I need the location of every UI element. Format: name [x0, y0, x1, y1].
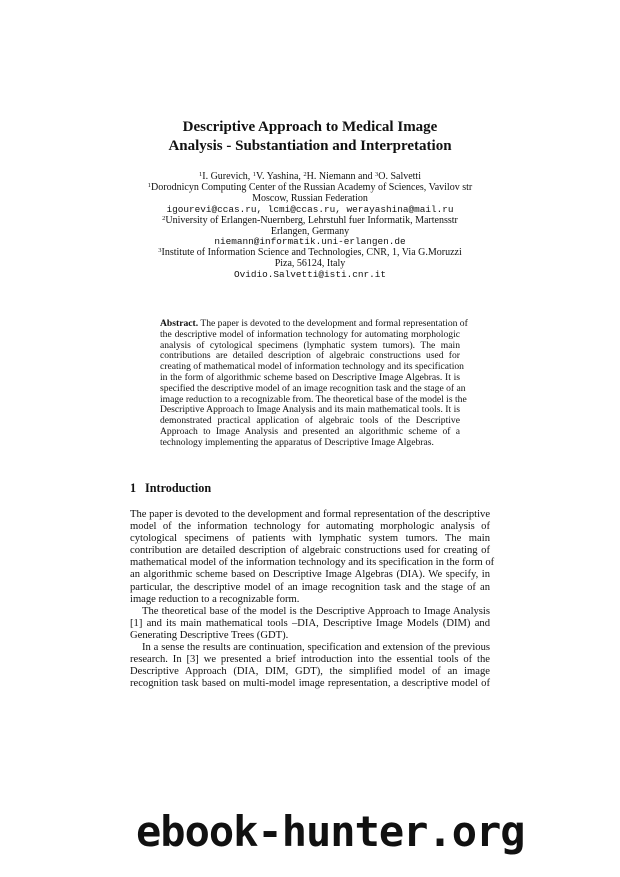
- paragraph-3-line-4: recognition task based on multi-model image representation, a descriptive model of: [130, 678, 490, 690]
- paragraph-2-line-2: [1] and its main mathematical tools –DIA, Descriptive Image Models (DIM) and: [130, 617, 490, 629]
- paragraph-2-line-3: Generating Descriptive Trees (GDT).: [130, 629, 289, 641]
- author-2: V. Yashina,: [256, 171, 304, 182]
- paragraph-1-line-7: particular, the descriptive model of an image recognition task and the stage of an: [130, 581, 490, 593]
- body-text: [130, 509, 495, 690]
- affiliation-1-marker: 1: [147, 181, 152, 189]
- author-4-affil-marker: 3: [374, 171, 379, 178]
- title-line-1: Descriptive Approach to Medical Image: [182, 119, 438, 135]
- paragraph-3-line-1: In a sense the results are continuation, specification and extension of the previous: [142, 642, 490, 654]
- affiliation-3-text: Institute of Information Science and Technologies, CNR, 1, Via G.Moruzzi: [161, 247, 462, 259]
- affiliation-3-email[interactable]: Ovidio.Salvetti@isti.cnr.it: [234, 269, 386, 281]
- section-heading: [130, 481, 211, 496]
- abstract: [160, 318, 468, 449]
- section-title: Introduction: [145, 481, 212, 495]
- paragraph-1-line-8: image reduction to a recognizable form.: [130, 593, 300, 605]
- paragraph-1-line-3: cytological specimens of patients with lymphatic system tumors. The main: [130, 533, 490, 545]
- author-2-affil-marker: 1: [252, 171, 257, 178]
- paragraph-1-line-1: The paper is devoted to the development and formal representation of the descriptive: [130, 509, 491, 520]
- abstract-line-12: technology implementing the apparatus of Descriptive Image Algebras.: [160, 436, 434, 448]
- affiliation-3-marker: 3: [158, 247, 162, 255]
- title-line-2: Analysis - Substantiation and Interpretation: [168, 138, 452, 154]
- section-number: 1: [130, 481, 137, 495]
- abstract-line-11: Approach to Image Analysis and presented an algorithmic scheme of a: [160, 425, 460, 437]
- paper-title: [130, 118, 490, 156]
- author-block: [130, 172, 490, 281]
- abstract-line-8: image reduction to a recognizable from. The theoretical base of the model is the: [160, 393, 467, 405]
- paragraph-2-line-1: The theoretical base of the model is the Descriptive Approach to Image Analysis: [142, 605, 490, 617]
- abstract-line-9: Descriptive Approach to Image Analysis and its main mathematical tools. It is: [160, 404, 460, 416]
- paragraph-3-line-3: Descriptive Approach (DIA, DIM, GDT), the simplified model of an image: [130, 666, 490, 678]
- affiliation-2-text: University of Erlangen-Nuernberg, Lehrstuhl fuer Informatik, Martensstr: [165, 214, 458, 226]
- abstract-label: Abstract.: [160, 318, 199, 329]
- abstract-line-7: specified the descriptive model of an image recognition task and the stage of an: [160, 382, 466, 394]
- paragraph-1-line-4: contribution are detailed description of algebraic constructions used for creating of: [130, 545, 490, 557]
- abstract-line-4: contributions are detailed description of algebraic constructions used for: [160, 350, 460, 362]
- affiliation-2-marker: 2: [162, 214, 166, 222]
- affiliation-1-line-2: Moscow, Russian Federation: [252, 192, 368, 204]
- abstract-line-6: in the form of algorithmic scheme based on Descriptive Image Algebras. It is: [160, 371, 460, 383]
- paragraph-1-line-6: an algorithmic scheme based on Descriptive Image Algebras (DIA). We specify, in: [130, 569, 490, 581]
- author-3-affil-marker: 2: [303, 171, 307, 178]
- author-4: O. Salvetti: [378, 171, 421, 182]
- author-1: I. Gurevich,: [202, 171, 253, 182]
- abstract-line-10: demonstrated practical application of algebraic tools of the Descriptive: [160, 415, 460, 427]
- affiliation-2-line-2: Erlangen, Germany: [270, 225, 350, 237]
- abstract-line-3: analysis of cytological specimens (lymphatic system tumors). The main: [160, 339, 460, 351]
- author-3: H. Niemann and: [306, 171, 375, 182]
- affiliation-1-text: Dorodnicyn Computing Center of the Russian Academy of Sciences, Vavilov str: [151, 181, 473, 193]
- affiliation-2-email[interactable]: niemann@informatik.uni-erlangen.de: [214, 236, 406, 248]
- author-1-affil-marker: 1: [199, 171, 203, 178]
- affiliation-1-email[interactable]: igourevi@ccas.ru, lcmi@ccas.ru, werayashina@mail.ru: [166, 203, 454, 215]
- paragraph-1-line-2: model of the information technology for automating morphologic analysis of: [130, 521, 490, 533]
- abstract-line-2: the descriptive model of information technology for automating morphologic: [160, 328, 460, 340]
- watermark: ebook-hunter.org: [136, 807, 525, 856]
- affiliation-3-line-2: Piza, 56124, Italy: [274, 258, 346, 270]
- paragraph-3-line-2: research. In [3] we presented a brief introduction into the essential tools of the: [130, 654, 490, 666]
- affiliation-2-line-1: [130, 216, 490, 227]
- paragraph-1-line-5: mathematical model of the information technology and its specification in the form of: [130, 557, 495, 569]
- abstract-line-1-text: The paper is devoted to the development and formal representation of: [198, 318, 468, 329]
- abstract-line-5: creating of mathematical model of information technology and its specification: [160, 361, 464, 373]
